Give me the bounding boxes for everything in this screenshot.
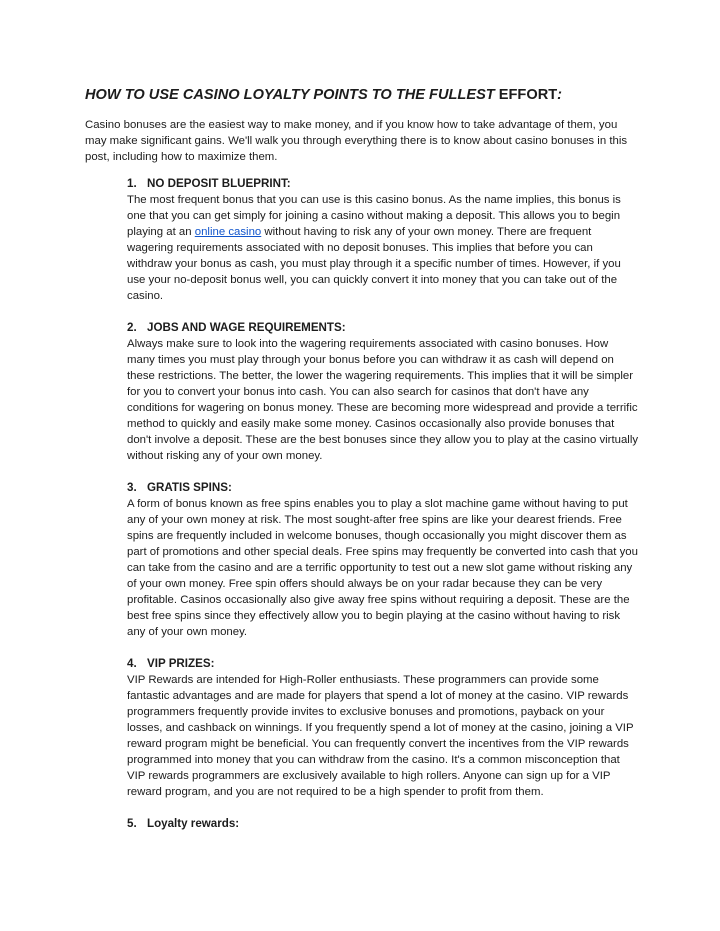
section-heading [127,176,639,192]
section-body-text: The most frequent bonus that you can use is this casino bonus. As the name implies, this bonus is one that you can get simply for joining a casino without making a deposit. This allows you to begin playing at an [127,194,621,238]
section-heading [127,656,639,672]
section-heading-text: JOBS AND WAGE REQUIREMENTS: [147,321,346,334]
section-body: VIP Rewards are intended for High-Roller enthusiasts. These programmers can provide some fantastic advantages and are made for players that spend a lot of money at the casino. VIP rewards programmers frequently provide invites to exclusive bonuses and promotions, payback on your losses, and cashback on winnings. If you frequently spend a lot of money at the casino, joining a VIP reward program might be beneficial. You can frequently convert the incentives from the VIP rewards programmed into money that you can withdraw from the casino. It's a common misconception that VIP rewards programmers are exclusively available to high rollers. Anyone can sign up for a VIP reward program, and you are not required to be a high spender to profit from them. [127,674,634,798]
section-heading-text: GRATIS SPINS: [147,481,232,494]
section-no-deposit [127,176,639,304]
section-number: 2. [127,321,137,334]
intro-paragraph: Casino bonuses are the easiest way to make money, and if you know how to take advantage of them, you may make significant gains. We'll walk you through everything there is to know about casino bonuses in this post, including how to maximize them. [85,119,628,163]
section-number: 5. [127,817,137,830]
section-heading-text: Loyalty rewards: [147,817,240,830]
section-heading-text: VIP PRIZES: [147,657,215,670]
section-body-text-continued: without having to risk any of your own money. There are frequent wagering requirements associated with no deposit bonuses. This implies that before you can withdraw your bonus as cash, you must play through it a specific number of times. However, if you use your no-deposit bonus well, you can quickly convert it into money that you can take out of the casino. [127,226,621,302]
section-vip-prizes [127,656,639,800]
section-body: Always make sure to look into the wagering requirements associated with casino bonuses. How many times you must play through your bonus before you can withdraw it as cash will depend on these restrictions. The better, the lower the wagering requirements. This implies that it will be simpler for you to convert your bonus into cash. You can also search for casinos that don't have any conditions for wagering on bonus money. These are becoming more widespread and provide a terrific method to quickly and easily make some money. Casinos occasionally also provide bonuses that don't involve a deposit. These are the best bonuses since they allow you to play at the casino virtually without risking any of your own money. [127,338,639,462]
section-heading [127,480,639,496]
title-italic-part: HOW TO USE CASINO LOYALTY POINTS TO THE FULLEST [85,87,495,103]
online-casino-link[interactable]: online casino [194,226,262,238]
title-normal-part: EFFORT [494,87,558,103]
section-number: 3. [127,481,137,494]
section-loyalty-rewards [127,816,639,832]
title-colon: : [557,87,563,103]
section-heading [127,320,639,336]
section-number: 4. [127,657,137,670]
page-title [85,86,720,104]
section-body: A form of bonus known as free spins enables you to play a slot machine game without having to put any of your own money at risk. The most sought-after free spins are like your dearest friends. Free spins are frequently included in welcome bonuses, though occasionally you might discover them as part of promotions and other special deals. Free spins may frequently be converted into cash that you can take from the casino and are a terrific opportunity to test out a new slot game without risking any of your own money. Free spin offers should always be on your radar because they can be very profitable. Casinos occasionally also give away free spins without requiring a deposit. These are the best free spins since they effectively allow you to begin playing at the casino without having to risk any of your own money. [127,498,638,638]
section-heading [127,816,639,832]
section-number: 1. [127,177,137,190]
section-body [127,192,639,304]
section-wagering [127,320,639,464]
section-free-spins [127,480,639,640]
section-heading-text: NO DEPOSIT BLUEPRINT: [147,177,291,190]
